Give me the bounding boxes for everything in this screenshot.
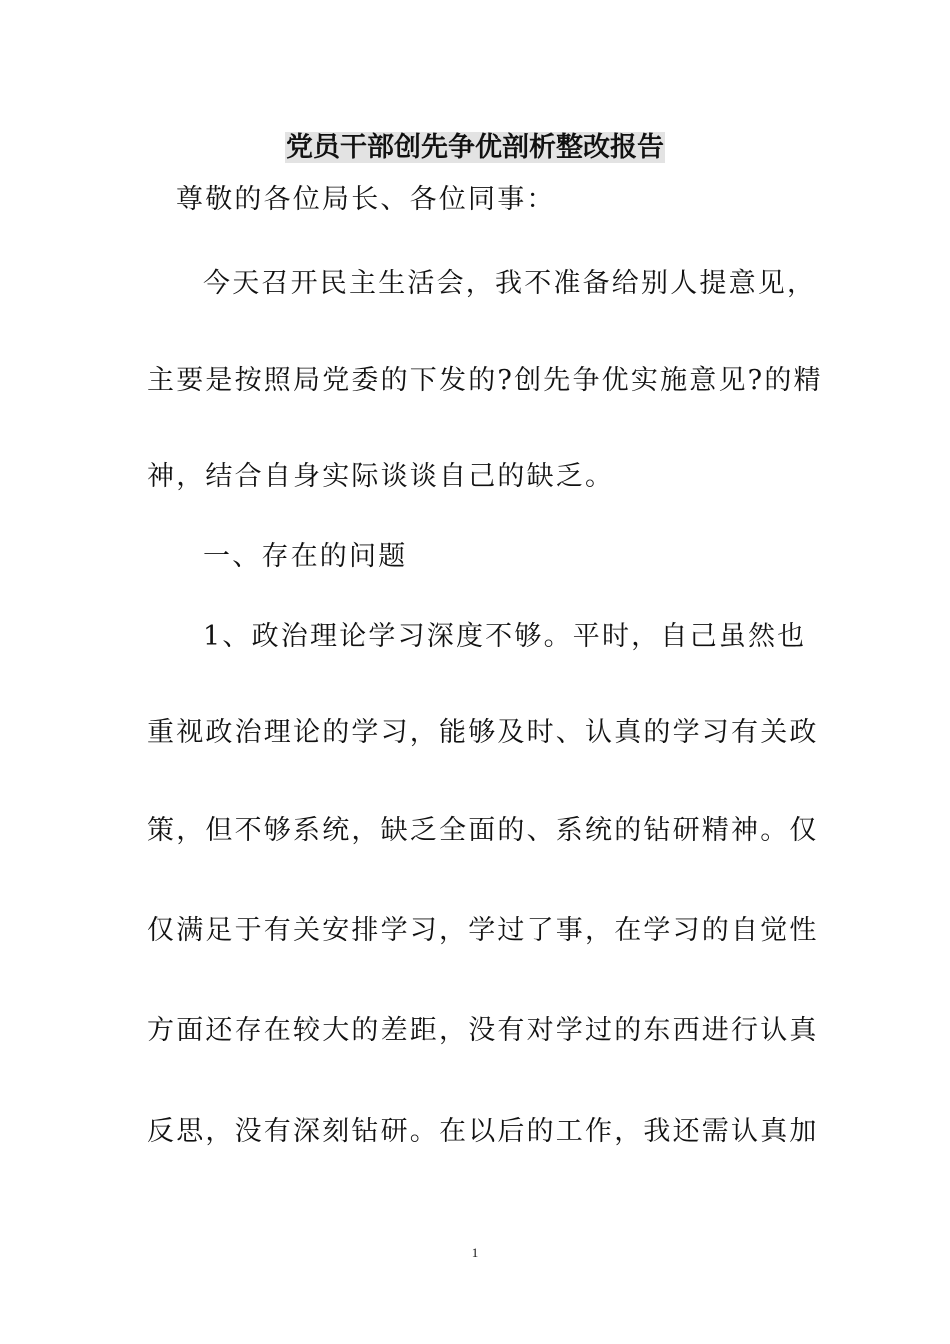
page-number: 1 [471,1245,479,1260]
paragraph-line: 重视政治理论的学习，能够及时、认真的学习有关政 [147,717,819,748]
paragraph-line: 今天召开民主生活会，我不准备给别人提意见， [203,268,817,299]
paragraph-line: 方面还存在较大的差距，没有对学过的东西进行认真 [147,1015,819,1046]
salutation-line: 尊敬的各位局长、各位同事： [176,184,556,215]
paragraph-line: 主要是按照局党委的下发的?创先争优实施意见?的精 [147,365,823,396]
paragraph-line: 反思，没有深刻钻研。在以后的工作，我还需认真加 [147,1116,819,1147]
paragraph-line: 神，结合自身实际谈谈自己的缺乏。 [147,461,615,492]
document-title [0,128,950,168]
paragraph-line: 策，但不够系统，缺乏全面的、系统的钻研精神。仅 [147,815,819,846]
section-heading: 一、存在的问题 [203,541,408,572]
paragraph-line: 仅满足于有关安排学习，学过了事，在学习的自觉性 [147,915,819,946]
paragraph-line: 1、政治理论学习深度不够。平时，自己虽然也 [203,621,807,652]
document-title-text: 党员干部创先争优剖析整改报告 [286,132,664,163]
